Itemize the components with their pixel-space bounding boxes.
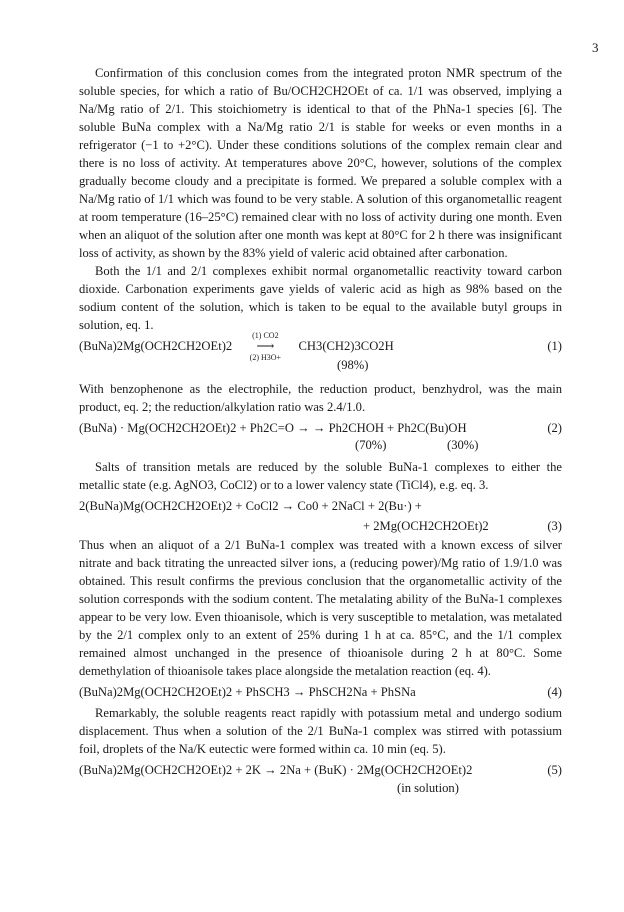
paragraph-1: Confirmation of this conclusion comes from the integrated proton NMR spectrum of the soluble species, for which a ratio of Bu/OCH2CH2OEt of ca. 1/1 was observed, implying a Na/Mg ratio of 2/1. This stoichiometry is identical to that of the PhNa-1 species [6]. The soluble BuNa complex with a Na/Mg ratio 2/1 is stable for weeks or even months in a refrigerator (−1 to +2°C). Under these conditions solutions of the complex remain clear and there is no loss of activity. At temperatures above 20°C, however, solutions of the complex gradually become cloudy and a precipitate is formed. We prepared a soluble complex with a Na/Mg ratio of 1/1 which was found to be very stable. A solution of this organometallic reagent at room temperature (16–25°C) remained clear with no loss of activity during one month. Even when an aliquot of the solution after one month was kept at 80°C for 2 h there was insignificant loss of activity, as shown by the 83% yield of valeric acid obtained after carbonation.: [79, 66, 562, 260]
equation-1: [79, 331, 562, 377]
eq1-reagent-top: (1) CO2: [252, 331, 279, 340]
eq1-yield: (98%): [337, 358, 369, 372]
eq1-reagent-bottom: (2) H3O+: [249, 353, 282, 362]
eq2-yield-a: (70%): [355, 438, 387, 452]
eq4-number: (4): [547, 685, 562, 699]
paragraph-2: Both the 1/1 and 2/1 complexes exhibit normal organometallic reactivity toward carbon dioxide. Carbonation experiments gave yields of valeric acid as high as 98% based on the sodium content of the solution, which is taken to be equal to the available butyl groups in solution, eq. 1.: [79, 264, 562, 332]
paragraph-3: With benzophenone as the electrophile, the reduction product, benzhydrol, was the main product, eq. 2; the reduction/alkylation ratio was 2.4/1.0.: [79, 382, 562, 414]
equation-3: [79, 497, 562, 533]
eq4-body: (BuNa)2Mg(OCH2CH2OEt)2 + PhSCH3 → PhSCH2Na + PhSNa: [79, 685, 416, 699]
article-body: [79, 64, 562, 800]
eq5-number: (5): [547, 763, 562, 777]
eq3-line1: 2(BuNa)Mg(OCH2CH2OEt)2 + CoCl2 → Co0 + 2NaCl + 2(Bu·) +: [79, 499, 422, 513]
equation-2: [79, 419, 562, 455]
equation-4: [79, 683, 562, 701]
paragraph-4: Salts of transition metals are reduced by the soluble BuNa-1 complexes to either the metallic state (e.g. AgNO3, CoCl2) or to a lower valency state (TiCl4), e.g. eq. 3.: [79, 460, 562, 492]
eq1-arrow: (1) CO2 ⟶ (2) H3O+: [235, 337, 295, 355]
eq2-body: (BuNa) · Mg(OCH2CH2OEt)2 + Ph2C=O → → Ph2CHOH + Ph2C(Bu)OH: [79, 421, 467, 435]
eq5-note: (in solution): [397, 781, 459, 795]
eq3-number: (3): [547, 519, 562, 533]
eq1-number: (1): [547, 339, 562, 353]
eq2-yield-b: (30%): [447, 438, 479, 452]
eq2-number: (2): [547, 421, 562, 435]
page-number: 3: [592, 40, 599, 55]
equation-5: [79, 761, 562, 797]
eq1-rhs: CH3(CH2)3CO2H: [298, 339, 394, 353]
eq3-line2: + 2Mg(OCH2CH2OEt)2: [363, 519, 489, 533]
eq1-lhs: (BuNa)2Mg(OCH2CH2OEt)2: [79, 339, 233, 353]
paragraph-5: Thus when an aliquot of a 2/1 BuNa-1 complex was treated with a known excess of silver nitrate and back titrating the unreacted silver ions, a (reducing power)/Mg ratio of 1.9/1.0 was obtained. This result confirms the previous conclusion that the organometallic activity of the solution corresponds with the sodium content. The metalating ability of the BuNa-1 complexes appear to be very low. Even thioanisole, which is very susceptible to metalation, was metalated by the 2/1 complex only to an extent of 25% during 1 h at ca. 85°C, and the 1/1 complex remained almost unchanged in the presence of thioanisole during 2 h at 80°C. Some demethylation of thioanisole takes place alongside the metalation reaction (eq. 4).: [79, 538, 562, 678]
paragraph-6: Remarkably, the soluble reagents react rapidly with potassium metal and undergo sodium displacement. Thus when a solution of the 2/1 BuNa-1 complex was stirred with potassium foil, droplets of the Na/K eutectic were formed within ca. 10 min (eq. 5).: [79, 706, 562, 756]
equation-1-body: [79, 331, 394, 362]
eq5-body: (BuNa)2Mg(OCH2CH2OEt)2 + 2K → 2Na + (BuK) · 2Mg(OCH2CH2OEt)2: [79, 763, 473, 777]
